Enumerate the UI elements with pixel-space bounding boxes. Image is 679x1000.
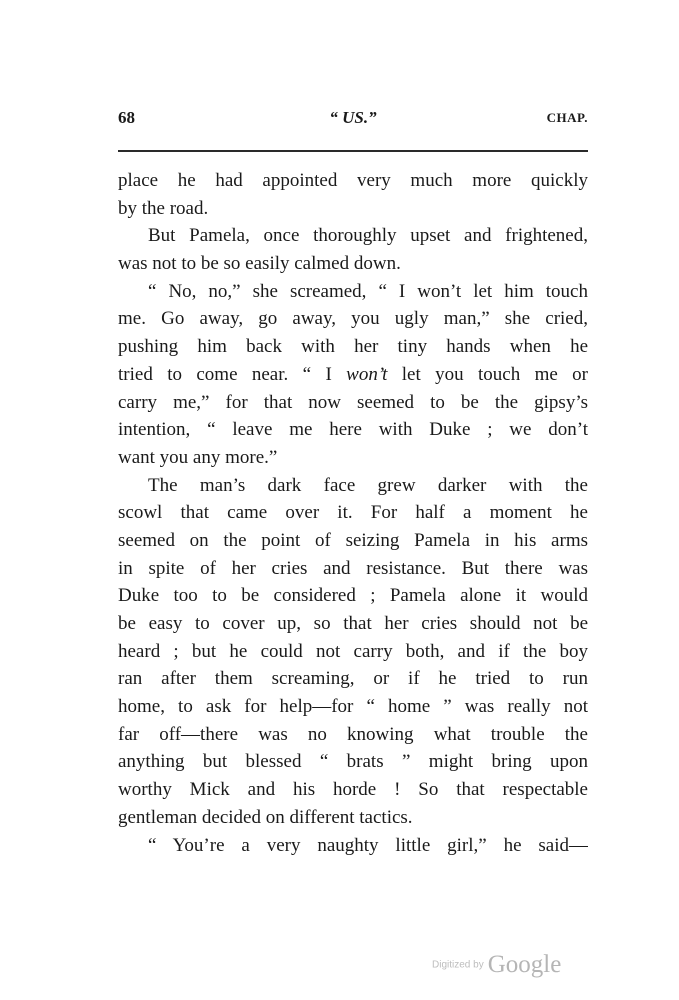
text-line: pushing him back with her tiny hands when he (118, 336, 588, 358)
text-line: “ You’re a very naughty little girl,” he said— (148, 834, 588, 856)
text-segment: tried to come near. “ I (118, 363, 347, 385)
text-line: “ No, no,” she screamed, “ I won’t let him touch (148, 280, 588, 302)
chapter-label: CHAP. (546, 110, 588, 125)
text-line: place he had appointed very much more quickly (118, 170, 588, 191)
digitized-watermark (432, 951, 582, 981)
page-number: 68 (118, 108, 135, 127)
text-line: anything but blessed “ brats ” might bring upon (118, 751, 588, 773)
text-line: The man’s dark face grew darker with the (148, 474, 588, 496)
text-line: But Pamela, once thoroughly upset and frightened, (148, 225, 588, 247)
watermark-prefix: Digitized by (432, 959, 484, 971)
text-line: be easy to cover up, so that her cries should not be (118, 613, 588, 634)
text-line (118, 361, 588, 389)
text-line: me. Go away, go away, you ugly man,” she cried, (118, 308, 588, 330)
text-line: heard ; but he could not carry both, and if the boy (118, 640, 588, 662)
text-line: seemed on the point of seizing Pamela in his arms (118, 529, 588, 551)
text-segment: let you touch me or (387, 363, 588, 385)
running-head (118, 108, 588, 134)
text-line: want you any more.” (118, 446, 278, 468)
emphasized-word: won’t (346, 363, 388, 385)
text-line: Duke too to be considered ; Pamela alone it would (118, 585, 588, 607)
header-rule (118, 150, 588, 152)
text-line: was not to be so easily calmed down. (118, 253, 401, 275)
text-line: far off—there was no knowing what trouble the (118, 723, 588, 745)
running-title: “ US.” (329, 108, 377, 127)
text-line: scowl that came over it. For half a moment he (118, 502, 588, 524)
text-line: gentleman decided on different tactics. (118, 806, 413, 828)
text-line: carry me,” for that now seemed to be the gipsy’s (118, 391, 588, 413)
text-line: ran after them screaming, or if he tried to run (118, 668, 588, 690)
body-text (118, 167, 588, 859)
text-line: by the road. (118, 197, 209, 219)
text-line: intention, “ leave me here with Duke ; we don’t (118, 419, 588, 441)
text-line: in spite of her cries and resistance. But there was (118, 557, 588, 579)
text-line: home, to ask for help—for “ home ” was really not (118, 696, 588, 718)
text-line: worthy Mick and his horde ! So that respectable (118, 779, 588, 801)
watermark-brand: Google (487, 951, 562, 978)
